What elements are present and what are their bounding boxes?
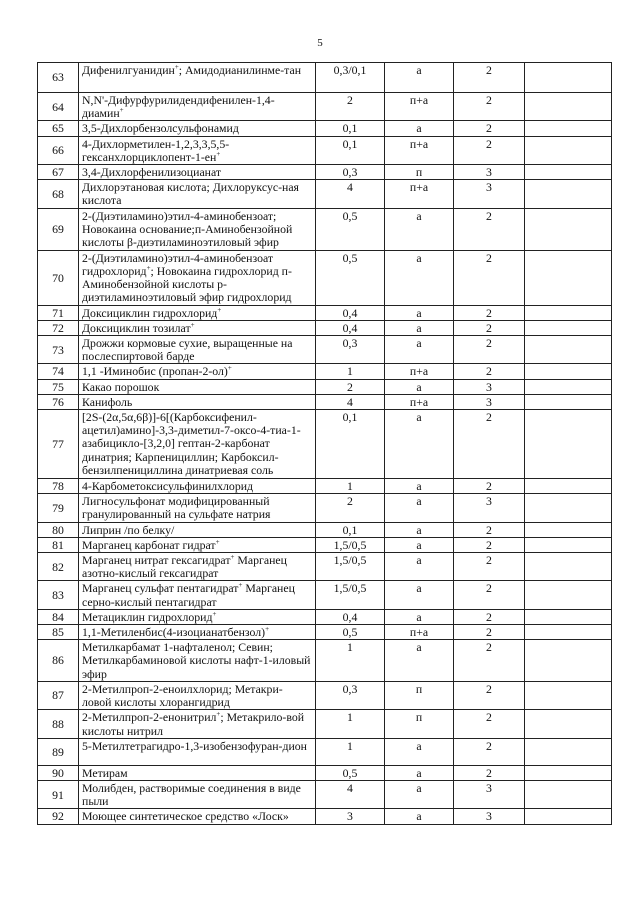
table-row — [38, 494, 612, 522]
aggregate-state-cell: п+а — [385, 394, 454, 409]
hazard-class-cell: 2 — [454, 364, 525, 379]
substance-name-cell — [79, 93, 316, 121]
substance-name: Моющее синтетическое средство «Лоск» — [82, 809, 289, 824]
notes-cell — [525, 738, 612, 765]
substance-name-cell — [79, 364, 316, 379]
substance-name: 3,4-Дихлорфенилизоцианат — [82, 165, 222, 180]
table-row — [38, 93, 612, 121]
aggregate-state-cell: п+а — [385, 93, 454, 121]
substance-name-mark: + — [238, 581, 243, 590]
aggregate-state-cell: а — [385, 208, 454, 250]
row-number-cell: 81 — [38, 537, 79, 552]
hazard-class-cell: 2 — [454, 63, 525, 93]
substance-name: [2S-(2α,5α,6β)]-6[(Карбоксифенил-ацетил)амино]-3,3-диметил-7-оксо-4-тиа-1-азабицикло-[3,2,0] гептан-2-карбонат динатрия; Карпенициллин; Карбоксил-бензилпенициллина динатриевая соль — [82, 410, 301, 477]
substance-name-cell — [79, 640, 316, 682]
substance-name-cell — [79, 320, 316, 335]
substance-name: Метилкарбамат 1-нафталенол; Севин; Метилкарбаминовой кислоты нафт-1-иловый эфир — [82, 640, 311, 681]
concentration-cell: 1 — [316, 364, 385, 379]
substance-name: 1,1-Метиленбис(4-изоцианатбензол) — [82, 625, 266, 640]
concentration-cell: 0,1 — [316, 121, 385, 136]
concentration-cell: 1,5/0,5 — [316, 581, 385, 609]
concentration-cell: 4 — [316, 180, 385, 208]
substance-name: 5-Метилтетрагидро-1,3-изобензофуран-дион — [82, 738, 307, 753]
substance-name-cell — [79, 410, 316, 479]
notes-cell — [525, 494, 612, 522]
hazard-class-cell: 2 — [454, 640, 525, 682]
substance-name-cell — [79, 537, 316, 552]
substance-name: Какао порошок — [82, 379, 160, 394]
substance-name-cell — [79, 379, 316, 394]
hazard-class-cell: 2 — [454, 681, 525, 709]
substance-name: 4-Карбометоксисульфинилхлорид — [82, 479, 254, 494]
row-number-cell: 80 — [38, 522, 79, 537]
row-number-cell: 71 — [38, 305, 79, 320]
concentration-cell: 0,4 — [316, 609, 385, 624]
concentration-cell: 1,5/0,5 — [316, 553, 385, 581]
aggregate-state-cell: а — [385, 410, 454, 479]
concentration-cell: 2 — [316, 494, 385, 522]
substance-name: Лигносульфонат модифицированный гранулированный на сульфате натрия — [82, 494, 271, 522]
notes-cell — [525, 63, 612, 93]
table-row — [38, 394, 612, 409]
concentration-cell: 1 — [316, 479, 385, 494]
notes-cell — [525, 609, 612, 624]
notes-cell — [525, 553, 612, 581]
table-row — [38, 522, 612, 537]
row-number-cell: 82 — [38, 553, 79, 581]
substance-name-mark: + — [227, 364, 232, 373]
table-row — [38, 581, 612, 609]
row-number-cell: 69 — [38, 208, 79, 250]
hazard-class-cell: 2 — [454, 121, 525, 136]
hazard-class-cell: 2 — [454, 336, 525, 364]
substance-name-cell — [79, 765, 316, 780]
notes-cell — [525, 394, 612, 409]
concentration-cell: 1,5/0,5 — [316, 537, 385, 552]
concentration-cell: 4 — [316, 394, 385, 409]
aggregate-state-cell: а — [385, 63, 454, 93]
table-row — [38, 364, 612, 379]
concentration-cell: 0,4 — [316, 320, 385, 335]
substance-name-cell — [79, 738, 316, 765]
row-number-cell: 89 — [38, 738, 79, 765]
substance-name-cell — [79, 180, 316, 208]
hazard-class-cell: 2 — [454, 581, 525, 609]
table-row — [38, 710, 612, 738]
table-row — [38, 765, 612, 780]
row-number-cell: 76 — [38, 394, 79, 409]
substance-name-mark: + — [216, 710, 221, 719]
substance-name-cell — [79, 780, 316, 808]
concentration-cell: 1 — [316, 710, 385, 738]
row-number-cell: 77 — [38, 410, 79, 479]
substance-name-cell — [79, 609, 316, 624]
notes-cell — [525, 765, 612, 780]
concentration-cell: 0,3 — [316, 336, 385, 364]
table-row — [38, 537, 612, 552]
hazard-class-cell: 2 — [454, 250, 525, 305]
substances-table — [37, 62, 612, 825]
hazard-class-cell: 2 — [454, 609, 525, 624]
concentration-cell: 2 — [316, 379, 385, 394]
substance-name-cont: Марганец азотно-кислый гексагидрат — [82, 553, 287, 581]
hazard-class-cell: 3 — [454, 780, 525, 808]
substance-name-cont: ; Амидодианилинме-тан — [178, 63, 302, 77]
concentration-cell: 0,3 — [316, 681, 385, 709]
hazard-class-cell: 2 — [454, 738, 525, 765]
table-row — [38, 379, 612, 394]
substance-name: Доксициклин гидрохлорид — [82, 305, 218, 320]
notes-cell — [525, 710, 612, 738]
notes-cell — [525, 640, 612, 682]
substance-name: N,N'-Дифурфурилидендифенилен-1,4-диамин — [82, 93, 275, 121]
hazard-class-cell: 2 — [454, 320, 525, 335]
hazard-class-cell: 2 — [454, 522, 525, 537]
table-row — [38, 121, 612, 136]
table-row — [38, 625, 612, 640]
table-row — [38, 553, 612, 581]
substance-name-cell — [79, 305, 316, 320]
aggregate-state-cell: а — [385, 479, 454, 494]
hazard-class-cell: 3 — [454, 180, 525, 208]
substance-name-mark: + — [174, 63, 179, 72]
substance-name: Молибден, растворимые соединения в виде пыли — [82, 780, 301, 809]
concentration-cell: 0,5 — [316, 208, 385, 250]
notes-cell — [525, 121, 612, 136]
substance-name: Марганец карбонат гидрат — [82, 537, 216, 552]
aggregate-state-cell: а — [385, 494, 454, 522]
substance-name: 2-Метилпроп-2-еноилхлорид; Метакри-ловой кислоты хлорангидрид — [82, 681, 283, 710]
table-row — [38, 305, 612, 320]
aggregate-state-cell: а — [385, 609, 454, 624]
notes-cell — [525, 809, 612, 824]
substance-name-cell — [79, 121, 316, 136]
hazard-class-cell: 2 — [454, 537, 525, 552]
hazard-class-cell: 3 — [454, 165, 525, 180]
row-number-cell: 66 — [38, 136, 79, 164]
substance-name-cell — [79, 208, 316, 250]
row-number-cell: 63 — [38, 63, 79, 93]
table-row — [38, 180, 612, 208]
substance-name-mark: + — [190, 320, 195, 329]
aggregate-state-cell: п — [385, 165, 454, 180]
concentration-cell: 4 — [316, 780, 385, 808]
notes-cell — [525, 410, 612, 479]
substance-name-cell — [79, 494, 316, 522]
hazard-class-cell: 2 — [454, 479, 525, 494]
notes-cell — [525, 93, 612, 121]
substance-name-mark: + — [119, 106, 124, 115]
substance-name-cont: ; Метакрило-вой кислоты нитрил — [82, 710, 305, 738]
concentration-cell: 0,5 — [316, 765, 385, 780]
hazard-class-cell: 3 — [454, 494, 525, 522]
table-row — [38, 681, 612, 709]
row-number-cell: 67 — [38, 165, 79, 180]
aggregate-state-cell: п+а — [385, 625, 454, 640]
substance-name-cell — [79, 710, 316, 738]
hazard-class-cell: 2 — [454, 136, 525, 164]
substance-name: Доксициклин тозилат — [82, 320, 191, 335]
notes-cell — [525, 364, 612, 379]
table-row — [38, 640, 612, 682]
notes-cell — [525, 522, 612, 537]
substance-name: 2-(Диэтиламино)этил-4-аминобензоат гидрохлорид — [82, 250, 274, 278]
hazard-class-cell: 3 — [454, 809, 525, 824]
notes-cell — [525, 625, 612, 640]
row-number-cell: 92 — [38, 809, 79, 824]
hazard-class-cell: 2 — [454, 553, 525, 581]
notes-cell — [525, 479, 612, 494]
notes-cell — [525, 208, 612, 250]
substance-name: 2-Метилпроп-2-енонитрил — [82, 710, 217, 725]
substance-name: Канифоль — [82, 394, 133, 409]
aggregate-state-cell: п — [385, 681, 454, 709]
notes-cell — [525, 581, 612, 609]
notes-cell — [525, 681, 612, 709]
substance-name-cell — [79, 681, 316, 709]
concentration-cell: 0,5 — [316, 625, 385, 640]
substance-name: Дихлорэтановая кислота; Дихлоруксус-ная кислота — [82, 180, 299, 208]
aggregate-state-cell: а — [385, 305, 454, 320]
hazard-class-cell: 2 — [454, 208, 525, 250]
table-row — [38, 780, 612, 808]
hazard-class-cell: 3 — [454, 394, 525, 409]
row-number-cell: 78 — [38, 479, 79, 494]
concentration-cell: 0,3 — [316, 165, 385, 180]
substance-name-cell — [79, 479, 316, 494]
substance-name-cell — [79, 63, 316, 93]
substance-name-cell — [79, 136, 316, 164]
substance-name-cont: ; Новокаина гидрохлорид п-Аминобензойной кислоты р-диэтиламиноэтиловый эфир гидрохлорид — [82, 263, 292, 305]
aggregate-state-cell: а — [385, 537, 454, 552]
concentration-cell: 2 — [316, 93, 385, 121]
concentration-cell: 3 — [316, 809, 385, 824]
aggregate-state-cell: п+а — [385, 364, 454, 379]
substance-name-cell — [79, 581, 316, 609]
substance-name: Метациклин гидрохлорид — [82, 609, 213, 624]
hazard-class-cell: 2 — [454, 710, 525, 738]
substance-name-mark: + — [215, 537, 220, 546]
substance-name-cell — [79, 250, 316, 305]
substance-name-mark: + — [265, 625, 270, 634]
substance-name-mark: + — [217, 305, 222, 314]
notes-cell — [525, 379, 612, 394]
row-number-cell: 87 — [38, 681, 79, 709]
concentration-cell: 0,3/0,1 — [316, 63, 385, 93]
substance-name: Дрожжи кормовые сухие, выращенные на послеспиртовой барде — [82, 336, 293, 364]
table-row — [38, 738, 612, 765]
substance-name: Дифенилгуанидин — [82, 63, 175, 77]
aggregate-state-cell: а — [385, 522, 454, 537]
notes-cell — [525, 305, 612, 320]
page-number: 5 — [317, 37, 323, 49]
table-row — [38, 165, 612, 180]
notes-cell — [525, 136, 612, 164]
aggregate-state-cell: а — [385, 581, 454, 609]
substance-name: Марганец нитрат гексагидрат — [82, 553, 231, 568]
row-number-cell: 68 — [38, 180, 79, 208]
aggregate-state-cell: п+а — [385, 136, 454, 164]
row-number-cell: 75 — [38, 379, 79, 394]
substance-name-cell — [79, 394, 316, 409]
row-number-cell: 86 — [38, 640, 79, 682]
aggregate-state-cell: а — [385, 780, 454, 808]
substance-name-mark: + — [146, 263, 151, 272]
substance-name-cell — [79, 625, 316, 640]
substance-name: 1,1 -Иминобис (пропан-2-ол) — [82, 364, 228, 379]
substance-name: 3,5-Дихлорбензолсульфонамид — [82, 121, 239, 136]
concentration-cell: 1 — [316, 640, 385, 682]
notes-cell — [525, 165, 612, 180]
hazard-class-cell: 2 — [454, 625, 525, 640]
concentration-cell: 1 — [316, 738, 385, 765]
substance-name-cell — [79, 165, 316, 180]
aggregate-state-cell: п — [385, 710, 454, 738]
table-row — [38, 136, 612, 164]
table-row — [38, 410, 612, 479]
substance-name: Метирам — [82, 765, 128, 780]
row-number-cell: 64 — [38, 93, 79, 121]
aggregate-state-cell: а — [385, 250, 454, 305]
row-number-cell: 90 — [38, 765, 79, 780]
row-number-cell: 74 — [38, 364, 79, 379]
concentration-cell: 0,1 — [316, 136, 385, 164]
substance-name: Липрин /по белку/ — [82, 522, 175, 537]
aggregate-state-cell: а — [385, 738, 454, 765]
table-row — [38, 479, 612, 494]
concentration-cell: 0,1 — [316, 522, 385, 537]
table-row — [38, 609, 612, 624]
row-number-cell: 79 — [38, 494, 79, 522]
substance-name: 4-Дихлорметилен-1,2,3,3,5,5-гексанхлорциклопент-1-ен — [82, 136, 230, 164]
row-number-cell: 72 — [38, 320, 79, 335]
notes-cell — [525, 336, 612, 364]
substance-name-mark: + — [216, 149, 221, 158]
aggregate-state-cell: а — [385, 553, 454, 581]
notes-cell — [525, 320, 612, 335]
table-row — [38, 208, 612, 250]
row-number-cell: 88 — [38, 710, 79, 738]
hazard-class-cell: 2 — [454, 765, 525, 780]
row-number-cell: 84 — [38, 609, 79, 624]
notes-cell — [525, 537, 612, 552]
row-number-cell: 73 — [38, 336, 79, 364]
aggregate-state-cell: а — [385, 765, 454, 780]
row-number-cell: 85 — [38, 625, 79, 640]
row-number-cell: 83 — [38, 581, 79, 609]
aggregate-state-cell: а — [385, 121, 454, 136]
aggregate-state-cell: п+а — [385, 180, 454, 208]
hazard-class-cell: 2 — [454, 305, 525, 320]
aggregate-state-cell: а — [385, 320, 454, 335]
table-row — [38, 250, 612, 305]
table-row — [38, 63, 612, 93]
substance-name-cell — [79, 553, 316, 581]
aggregate-state-cell: а — [385, 379, 454, 394]
concentration-cell: 0,1 — [316, 410, 385, 479]
substance-name: 2-(Диэтиламино)этил-4-аминобензоат; Новокаина основание;п-Аминобензойной кислоты β-диэтиламиноэтиловый эфир — [82, 208, 293, 250]
substance-name-cell — [79, 336, 316, 364]
notes-cell — [525, 780, 612, 808]
table-row — [38, 336, 612, 364]
hazard-class-cell: 2 — [454, 410, 525, 479]
substance-name: Марганец сульфат пентагидрат — [82, 581, 239, 596]
aggregate-state-cell: а — [385, 336, 454, 364]
substance-name-cont: Марганец серно-кислый пентагидрат — [82, 581, 295, 609]
aggregate-state-cell: а — [385, 809, 454, 824]
hazard-class-cell: 3 — [454, 379, 525, 394]
concentration-cell: 0,5 — [316, 250, 385, 305]
notes-cell — [525, 250, 612, 305]
substance-name-cell — [79, 809, 316, 824]
row-number-cell: 70 — [38, 250, 79, 305]
row-number-cell: 65 — [38, 121, 79, 136]
table-row — [38, 809, 612, 824]
notes-cell — [525, 180, 612, 208]
row-number-cell: 91 — [38, 780, 79, 808]
concentration-cell: 0,4 — [316, 305, 385, 320]
substance-name-cell — [79, 522, 316, 537]
substance-name-mark: + — [212, 609, 217, 618]
substance-name-mark: + — [230, 553, 235, 562]
table-row — [38, 320, 612, 335]
aggregate-state-cell: а — [385, 640, 454, 682]
hazard-class-cell: 2 — [454, 93, 525, 121]
